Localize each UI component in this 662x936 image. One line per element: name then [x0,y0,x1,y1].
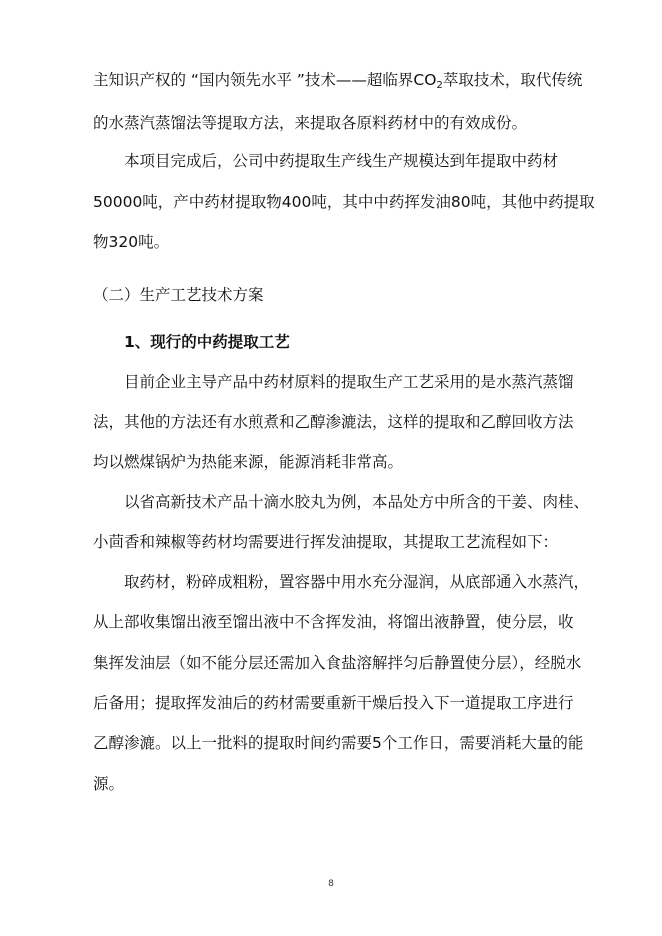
paragraph-1-line-1-after: 萃取技术，取代传统 [442,71,583,89]
paragraph-5-line-1: 取药材，粉碎成粗粉，置容器中用水充分湿润，从底部通入水蒸汽， [124,573,590,591]
section-heading: （二）生产工艺技术方案 [93,286,264,304]
paragraph-1-line-2: 的水蒸汽蒸馏法等提取方法，来提取各原料药材中的有效成份。 [93,114,528,132]
paragraph-1-line-1-before: 主知识产权的 “国内领先水平 ”技术——超临界CO [93,71,437,89]
paragraph-2-line-2: 50000吨，产中药材提取物400吨，其中中药挥发油80吨，其他中药提取 [93,193,595,211]
paragraph-3-line-2: 法，其他的方法还有水煎煮和乙醇渗漉法，这样的提取和乙醇回收方法 [93,413,574,431]
paragraph-4-line-2: 小茴香和辣椒等药材均需要进行挥发油提取，其提取工艺流程如下： [93,533,559,551]
page-number: 8 [328,879,334,889]
paragraph-1-line-1 [93,70,582,90]
paragraph-2-line-1: 本项目完成后，公司中药提取生产线生产规模达到年提取中药材 [124,152,559,170]
paragraph-3-line-3: 均以燃煤锅炉为热能来源，能源消耗非常高。 [93,453,404,471]
paragraph-3-line-1: 目前企业主导产品中药材原料的提取生产工艺采用的是水蒸汽蒸馏 [124,373,574,391]
paragraph-2-line-3: 物320吨。 [93,233,170,251]
paragraph-5-line-4: 后备用；提取挥发油后的药材需要重新干燥后投入下一道提取工序进行 [93,694,574,712]
paragraph-5-line-6: 源。 [93,775,125,793]
co2-subscript: 2 [436,80,443,91]
paragraph-5-line-3: 集挥发油层（如不能分层还需加入食盐溶解拌匀后静置使分层），经脱水 [93,654,582,672]
subsection-heading: 1、现行的中药提取工艺 [124,333,290,351]
paragraph-5-line-2: 从上部收集馏出液至馏出液中不含挥发油，将馏出液静置，使分层，收 [93,613,574,631]
paragraph-5-line-5: 乙醇渗漉。以上一批料的提取时间约需要5个工作日，需要消耗大量的能 [93,734,584,752]
paragraph-4-line-1: 以省高新技术产品十滴水胶丸为例，本品处方中所含的干姜、肉桂、 [124,493,590,511]
